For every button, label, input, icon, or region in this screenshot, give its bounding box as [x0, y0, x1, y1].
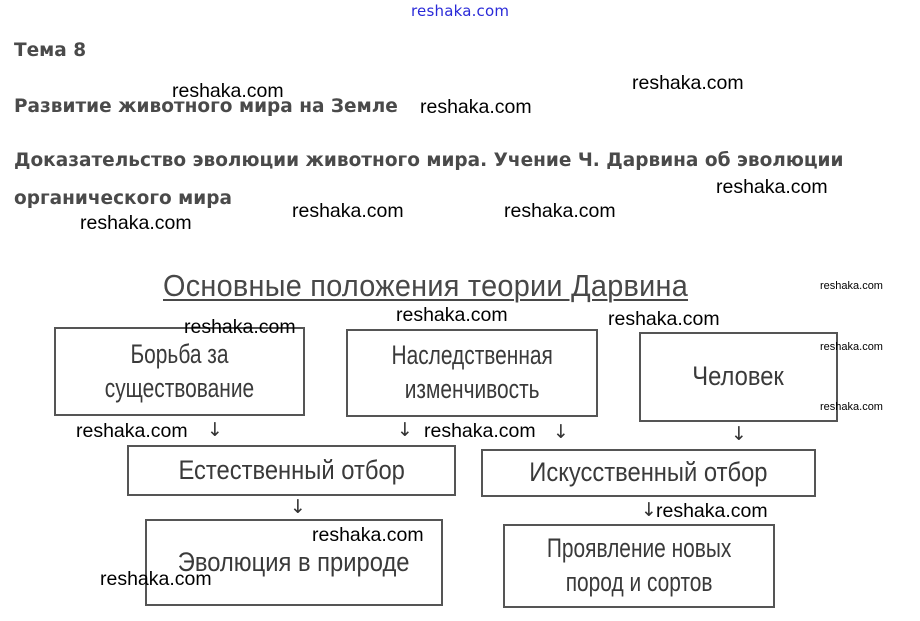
subtitle-line-1: Доказательство эволюции животного мира. Учение Ч. Дарвина об эволюции [14, 150, 844, 171]
arrow-down-icon: ↓ [290, 496, 306, 518]
watermark: reshaka.com [504, 200, 616, 222]
box-evolution-label: Эволюция в природе [178, 546, 410, 577]
watermark: reshaka.com [420, 96, 532, 118]
watermark-small: reshaka.com [820, 401, 883, 413]
box-natural-selection-label: Естественный отбор [178, 454, 405, 485]
watermark: reshaka.com [716, 176, 828, 198]
watermark: reshaka.com [76, 420, 188, 442]
box-new-breeds-and-varieties [503, 524, 775, 608]
watermark-small: reshaka.com [820, 280, 883, 292]
watermark: reshaka.com [632, 72, 744, 94]
watermark-small: reshaka.com [820, 341, 883, 353]
watermark: reshaka.com [608, 308, 720, 330]
watermark: reshaka.com [656, 500, 768, 522]
arrow-down-icon: ↓ [397, 419, 413, 441]
box-human-line-1: Человек [692, 361, 785, 392]
box-struggle-line-1: Борьба за [130, 338, 229, 369]
arrow-down-icon: ↓ [553, 421, 569, 443]
watermark: reshaka.com [100, 568, 212, 590]
box-struggle-for-existence [54, 327, 305, 416]
arrow-down-icon: ↓ [731, 423, 747, 445]
box-human [639, 332, 838, 422]
watermark: reshaka.com [312, 524, 424, 546]
diagram-title: Основные положения теории Дарвина [163, 268, 689, 303]
box-hereditary-variability [346, 329, 598, 417]
watermark: reshaka.com [396, 304, 508, 326]
box-natural-selection [127, 445, 456, 496]
top-watermark: reshaka.com [411, 2, 510, 20]
subtitle-line-2: органического мира [14, 188, 232, 209]
watermark: reshaka.com [184, 316, 296, 338]
watermark: reshaka.com [80, 212, 192, 234]
box-heredity-line-2: изменчивость [404, 374, 540, 404]
section-heading: Развитие животного мира на Земле [14, 96, 398, 117]
box-artificial-selection-label: Искусственный отбор [529, 457, 768, 488]
box-heredity-line-1: Наследственная [391, 340, 553, 371]
box-new-breeds-line-2: пород и сортов [565, 567, 713, 597]
topic-heading: Тема 8 [14, 40, 87, 61]
watermark: reshaka.com [172, 80, 284, 102]
box-artificial-selection [481, 449, 816, 497]
arrow-down-icon: ↓ [207, 419, 223, 441]
watermark: reshaka.com [424, 420, 536, 442]
box-struggle-line-2: существование [104, 372, 255, 403]
watermark: reshaka.com [292, 200, 404, 222]
arrow-down-icon: ↓ [641, 499, 657, 521]
box-new-breeds-line-1: Проявление новых [546, 533, 732, 564]
